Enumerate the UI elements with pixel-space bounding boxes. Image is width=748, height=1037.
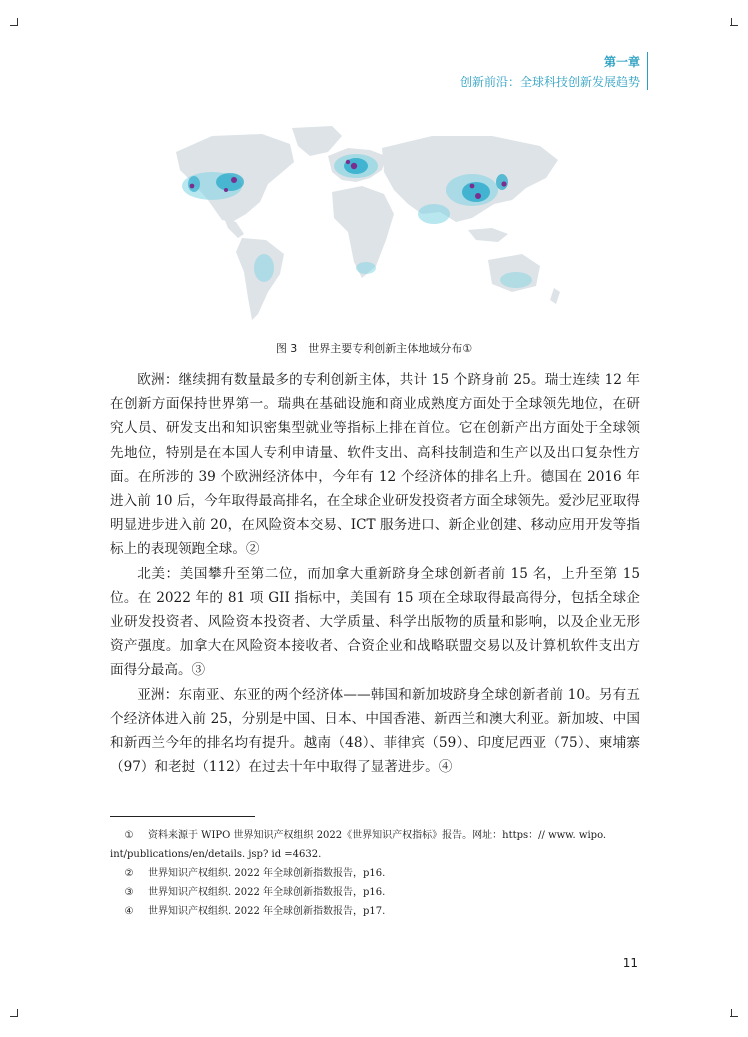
footnote-1 [110,826,638,864]
land-masses [176,126,560,320]
footnote-marker: ③ [124,887,134,898]
footnote-text: 世界知识产权组织. 2022 年全球创新指数报告，p17. [148,906,386,917]
footnote-4 [110,902,638,921]
page-number: 11 [622,956,638,970]
crop-mark-bottom-right [724,1009,738,1023]
paragraph-north-america: 北美：美国攀升至第二位，而加拿大重新跻身全球创新者前 15 名，上升至第 15 位。在 2022 年的 81 项 GII 指标中，美国有 15 项在全球取得最高得分，包括全球企业研发投资者、风险资本投资者、大学质量、科学出版物的质量和影响，以及企业无形资产强度。加拿大在风险资本接收者、合资企业和战略联盟交易以及计算机软件支出方面得分最高。③ [110,565,640,679]
chapter-label: 第一章 [603,55,640,69]
footnote-text: 资料来源于 WIPO 世界知识产权组织 2022《世界知识产权指标》报告。网址：https：// www. wipo. int/publications/en/details. jsp? id =4632. [110,830,607,860]
footnote-marker: ② [124,868,134,879]
new-zealand-shape [550,288,560,304]
header-rule [647,52,649,90]
central-america-shape [224,218,244,238]
footnote-text: 世界知识产权组织. 2022 年全球创新指数报告，p16. [148,868,386,879]
crop-mark-bottom-left [10,1009,24,1023]
paragraph-asia: 亚洲：东南亚、东亚的两个经济体——韩国和新加坡跻身全球创新者前 10。另有五个经济体进入前 25，分别是中国、日本、中国香港、新西兰和澳大利亚。新加坡、中国和新西兰今年的排名均有提升。越南（48）、菲律宾（59）、印度尼西亚（75）、柬埔寨（97）和老挝（112）在过去十年中取得了显著进步。④ [110,686,640,776]
chapter-subtitle: 创新前沿：全球科技创新发展趋势 [459,75,640,89]
footnote-3 [110,883,638,902]
figure-caption: 图 3 世界主要专利创新主体地域分布① [275,342,473,355]
crop-mark-top-left [10,18,24,32]
footnote-rule [110,816,255,817]
running-head [460,52,640,92]
greenland-shape [292,126,342,156]
world-map-svg [172,122,576,330]
footnote-marker: ① [124,830,134,841]
footnote-marker: ④ [124,906,134,917]
footnotes [110,826,638,921]
southeast-asia-islands-shape [468,228,508,242]
crop-mark-top-right [724,18,738,32]
body-text [110,368,640,779]
world-patent-map [172,122,576,330]
paragraph-europe: 欧洲：继续拥有数量最多的专利创新主体，共计 15 个跻身前 25。瑞士连续 12 年在创新方面保持世界第一。瑞典在基础设施和商业成熟度方面处于全球领先地位，在研究人员、研发支出和知识密集型就业等指标上排在首位。它在创新产出方面处于全球领先地位，特别是在本国人专利申请量、软件支出、高科技制造和生产以及出口复杂性方面。在所涉的 39 个欧洲经济体中，今年有 12 个经济体的排名上升。德国在 2016 年进入前 10 后，今年取得最高排名，在全球企业研发投资者方面全球领先。爱沙尼亚取得明显进步进入前 20，在风险资本交易、ICT 服务进口、新企业创建、移动应用开发等指标上的表现领跑全球。② [110,372,640,558]
footnote-text: 世界知识产权组织. 2022 年全球创新指数报告，p16. [148,887,386,898]
footnote-2 [110,864,638,883]
